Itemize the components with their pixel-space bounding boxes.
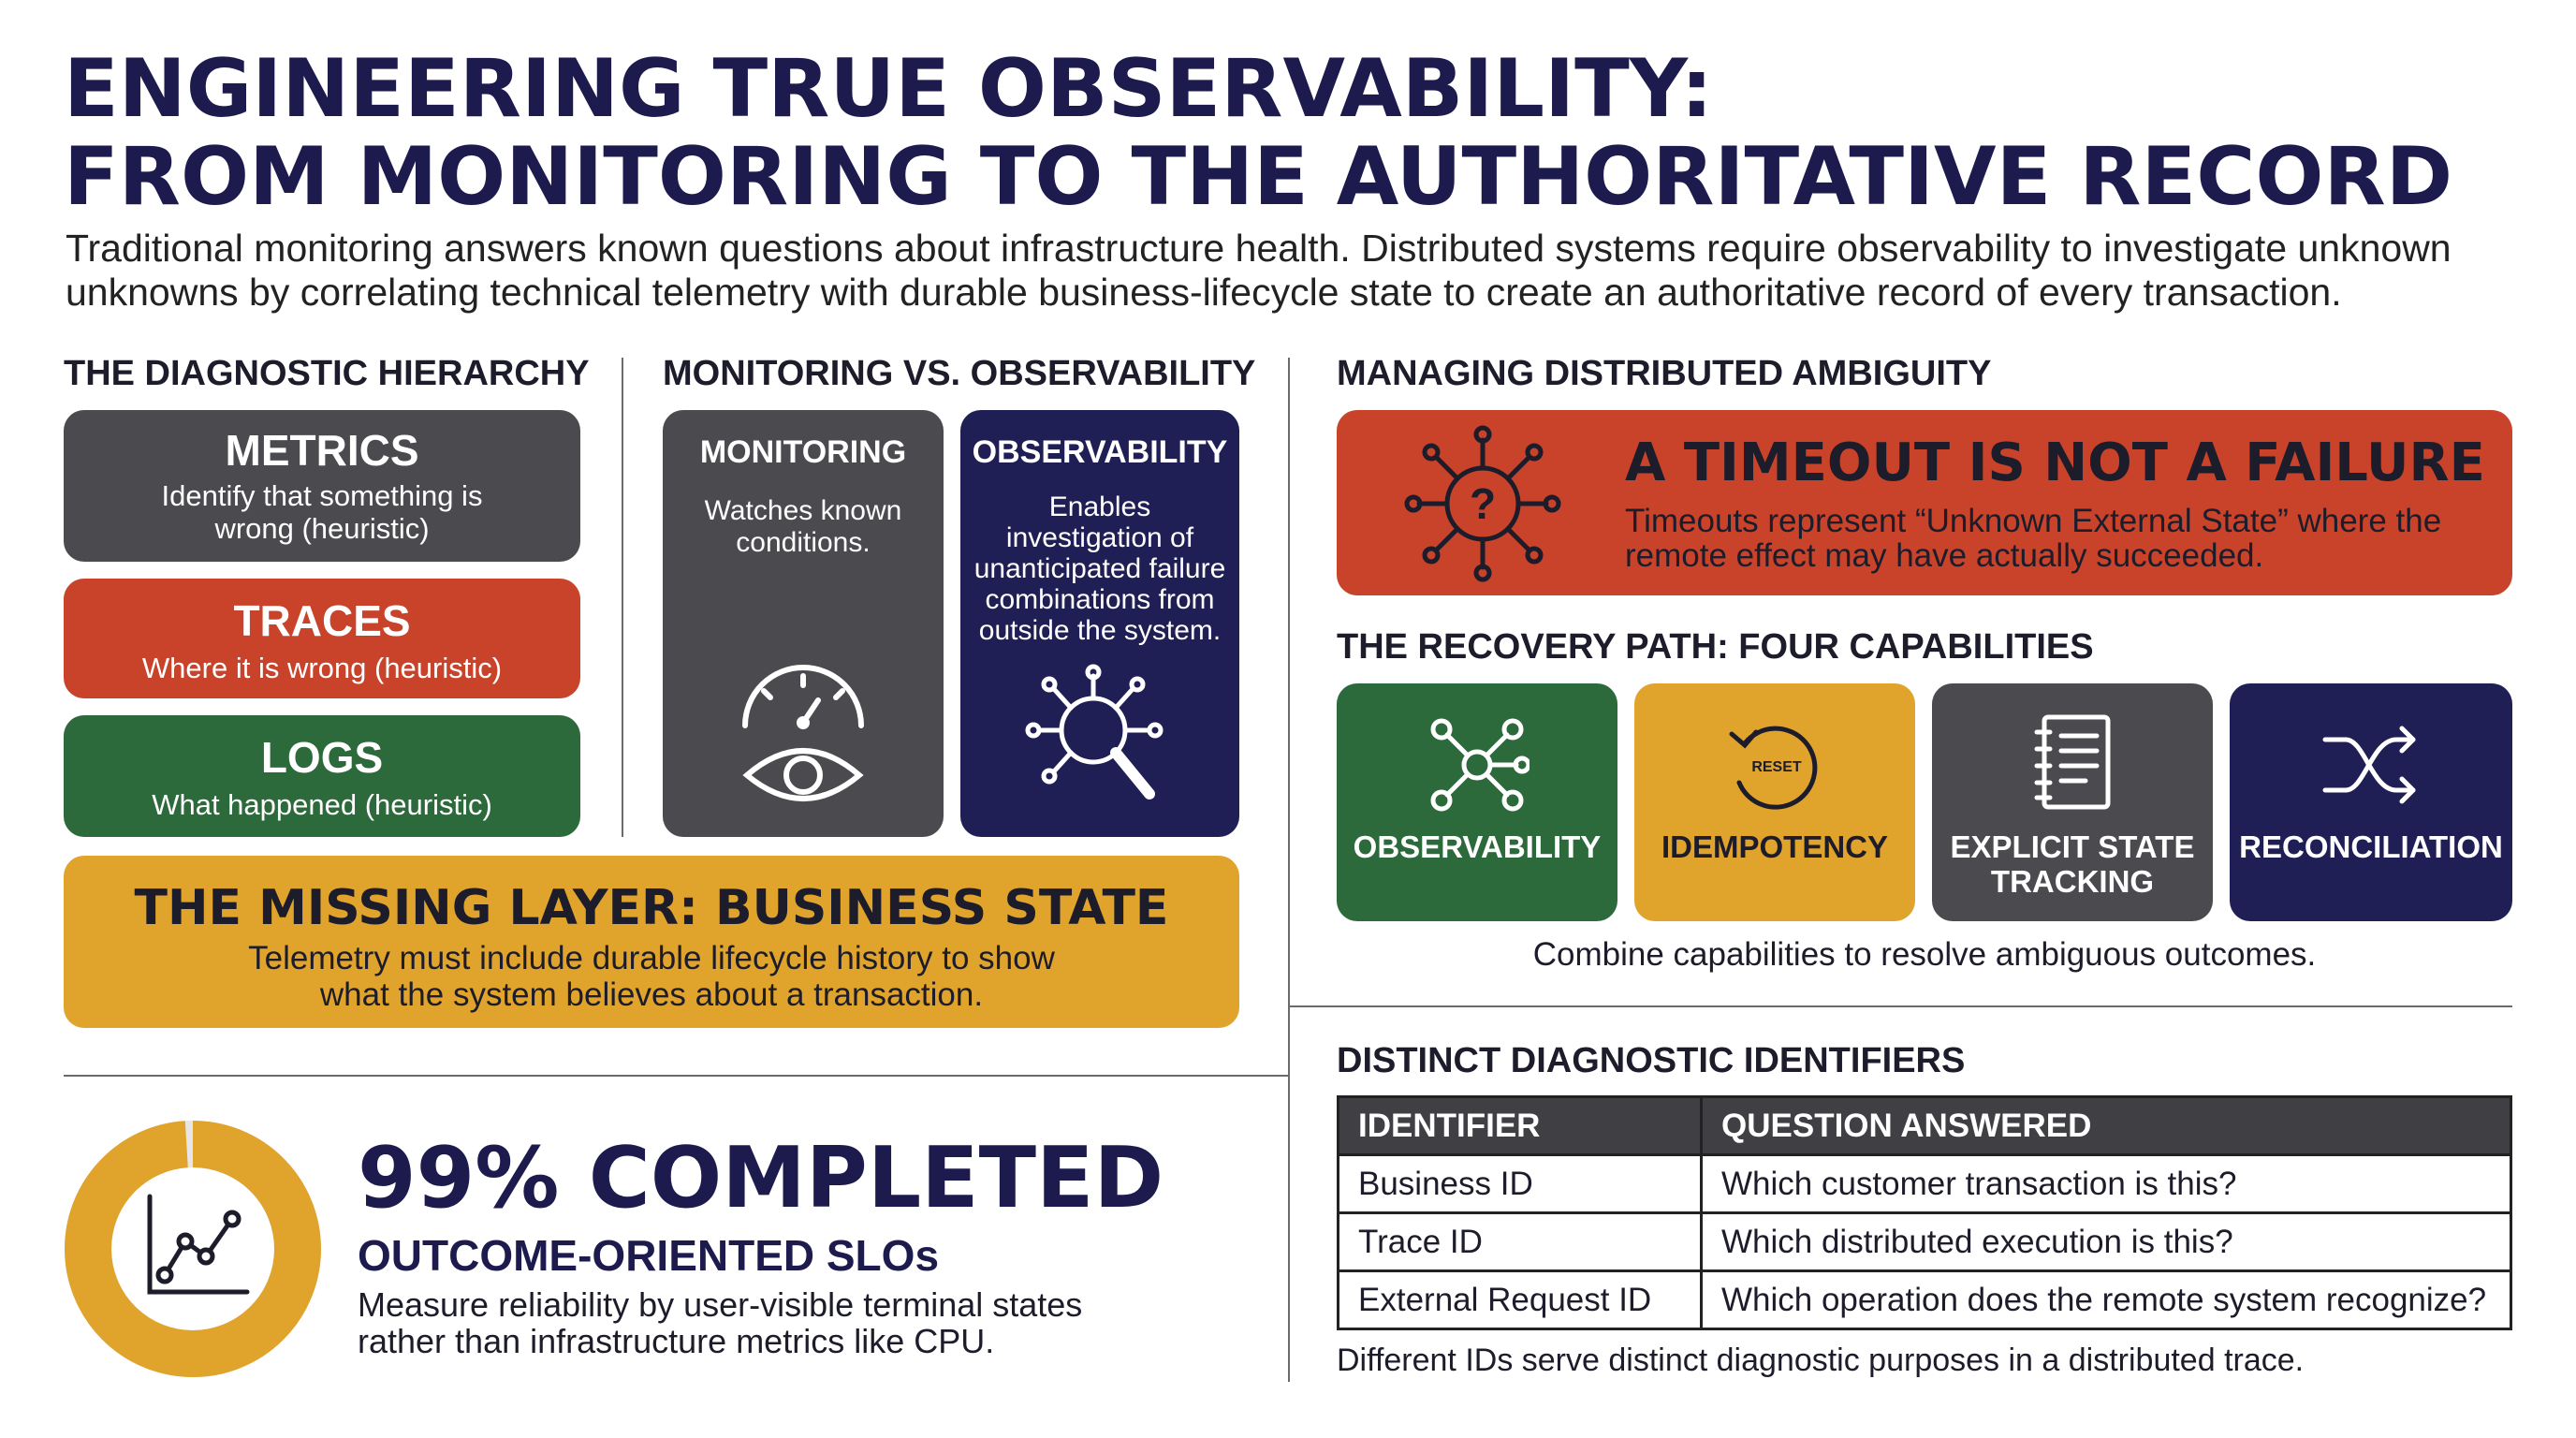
cap-idempotency-card: [1634, 683, 1915, 921]
traces-card: [64, 579, 580, 698]
missing-layer-card: [64, 856, 1239, 1028]
timeout-desc: Timeouts represent “Unknown External State” where the remote effect may have actually succeeded.: [1625, 503, 2442, 574]
table-row: [1339, 1213, 2511, 1271]
reset-icon: [1719, 717, 1831, 814]
cap-idempotency-label: IDEMPOTENCY: [1661, 829, 1889, 864]
table-header-row: [1339, 1097, 2511, 1155]
observability-card: [960, 410, 1239, 837]
reset-icon-text: RESET: [1751, 759, 1802, 775]
recovery-heading: THE RECOVERY PATH: FOUR CAPABILITIES: [1337, 627, 2094, 667]
table-cell: Business ID: [1339, 1155, 1702, 1213]
column-header-question: QUESTION ANSWERED: [1702, 1097, 2511, 1155]
column-header-identifier: IDENTIFIER: [1339, 1097, 1702, 1155]
table-cell: Trace ID: [1339, 1213, 1702, 1271]
slo-ring-chart: [64, 1120, 322, 1378]
svg-text:?: ?: [1469, 479, 1497, 528]
observability-desc: Enables investigation of unanticipated failure combinations from outside the system.: [973, 492, 1226, 646]
gauge-eye-icon: [728, 655, 878, 805]
ambiguity-heading: MANAGING DISTRIBUTED AMBIGUITY: [1337, 354, 1992, 393]
metrics-desc: Identify that something is wrong (heuristic): [161, 479, 483, 545]
cap-state-tracking-label: EXPLICIT STATE TRACKING: [1950, 829, 2195, 899]
cap-observability-label: OBSERVABILITY: [1353, 829, 1602, 864]
page-title: [64, 42, 2535, 224]
table-cell: Which operation does the remote system recognize?: [1702, 1271, 2511, 1329]
divider-right: [1288, 1005, 2512, 1007]
monitoring-title: MONITORING: [699, 434, 907, 470]
observability-title: OBSERVABILITY: [972, 434, 1228, 470]
table-row: [1339, 1271, 2511, 1329]
page-subtitle: Traditional monitoring answers known questions about infrastructure health. Distributed systems require observability to investigate unknown unknowns by correlating technical telemetry with durable business-lifecycle state to create an authoritative record of every transaction.: [66, 227, 2452, 314]
notebook-icon: [2029, 712, 2115, 813]
logs-title: LOGS: [260, 733, 384, 782]
shuffle-icon: [2320, 725, 2422, 805]
slo-big-stat: 99% COMPLETED: [358, 1129, 1164, 1227]
metrics-title: METRICS: [225, 426, 419, 475]
slo-desc: Measure reliability by user-visible terminal states rather than infrastructure metrics like CPU.: [358, 1285, 1083, 1360]
logs-desc: What happened (heuristic): [152, 788, 492, 821]
logs-card: [64, 715, 580, 837]
traces-title: TRACES: [233, 596, 411, 645]
table-row: [1339, 1155, 2511, 1213]
line-chart-icon: [150, 1196, 247, 1292]
hub-icon: [1425, 713, 1530, 816]
cap-reconciliation-label: RECONCILIATION: [2239, 829, 2503, 864]
monitoring-card: [663, 410, 944, 837]
table-cell: Which distributed execution is this?: [1702, 1213, 2511, 1271]
title-line-1: ENGINEERING TRUE OBSERVABILITY:: [64, 42, 1713, 136]
title-line-2: FROM MONITORING TO THE AUTHORITATIVE RECORD: [64, 130, 2453, 224]
traces-desc: Where it is wrong (heuristic): [141, 652, 503, 684]
cap-state-tracking-card: [1932, 683, 2213, 921]
timeout-alert-card: [1337, 410, 2512, 595]
divider-left-bottom: [64, 1075, 1288, 1077]
identifiers-caption: Different IDs serve distinct diagnostic purposes in a distributed trace.: [1337, 1343, 2305, 1378]
missing-layer-title: THE MISSING LAYER: BUSINESS STATE: [134, 880, 1169, 936]
hierarchy-heading: THE DIAGNOSTIC HIERARCHY: [64, 354, 590, 393]
comparison-heading: MONITORING VS. OBSERVABILITY: [663, 354, 1256, 393]
cap-reconciliation-card: [2230, 683, 2512, 921]
monitoring-desc: Watches known conditions.: [704, 495, 902, 558]
timeout-title: A TIMEOUT IS NOT A FAILURE: [1625, 433, 2485, 493]
table-cell: External Request ID: [1339, 1271, 1702, 1329]
cap-observability-card: [1337, 683, 1617, 921]
divider-center: [1288, 358, 1290, 1382]
identifiers-table: [1337, 1095, 2512, 1330]
metrics-card: [64, 410, 580, 562]
divider-hierarchy: [622, 358, 623, 837]
slo-subheading: OUTCOME-ORIENTED SLOs: [358, 1231, 940, 1280]
identifiers-heading: DISTINCT DIAGNOSTIC IDENTIFIERS: [1337, 1041, 1966, 1080]
recovery-caption: Combine capabilities to resolve ambiguous outcomes.: [1532, 936, 2317, 973]
question-network-icon: [1400, 423, 1565, 584]
missing-layer-desc: Telemetry must include durable lifecycle history to show what the system believes about a transaction.: [248, 940, 1055, 1013]
network-search-icon: [1018, 663, 1178, 813]
table-cell: Which customer transaction is this?: [1702, 1155, 2511, 1213]
